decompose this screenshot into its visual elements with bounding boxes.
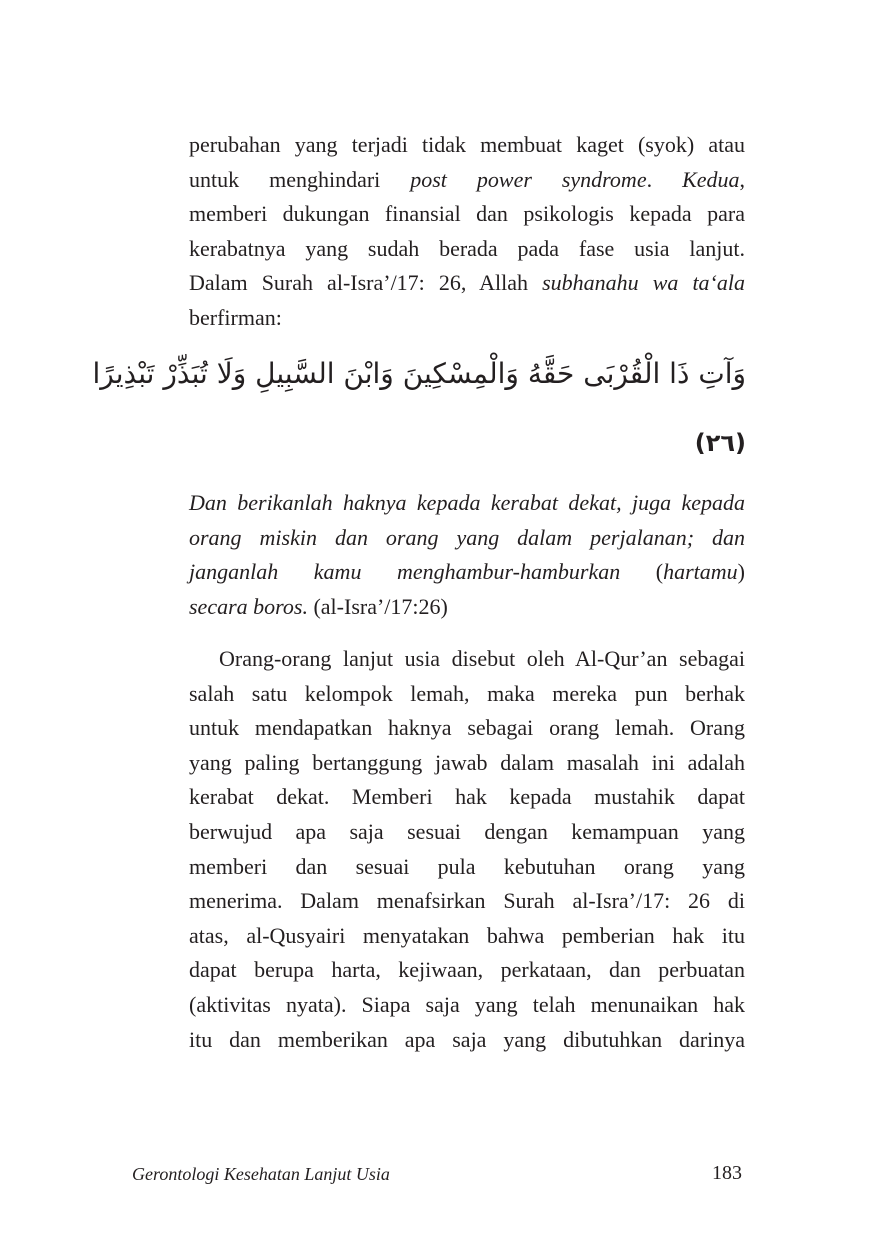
text-line: Dan berikanlah haknya kepada kerabat dekat, juga kepada <box>189 490 745 515</box>
text-run: janganlah kamu menghambur-hamburkan <box>189 559 656 585</box>
text-line: kerabat dekat. Memberi hak kepada mustahik dapat <box>189 784 745 810</box>
running-footer-title: Gerontologi Kesehatan Lanjut Usia <box>132 1164 390 1184</box>
text-line: memberi dukungan finansial dan psikologis kepada para <box>189 201 745 227</box>
text-line <box>189 266 745 301</box>
verse-translation <box>189 486 745 624</box>
text-line: berfirman: <box>189 304 282 330</box>
text-line: itu dan memberikan apa saja yang dibutuhkan darinya <box>189 1026 745 1052</box>
italic-term-kedua: Kedua <box>682 166 740 192</box>
text-run: . <box>646 166 683 192</box>
verse-number: (٢٦) <box>694 429 746 457</box>
text-line: dapat berupa harta, kejiwaan, perkataan, dan perbuatan <box>189 957 745 983</box>
text-run: secara boros. <box>189 593 308 619</box>
text-run: , <box>739 166 746 192</box>
text-run: Dalam Surah al-Isra’/17: 26, Allah <box>189 270 543 296</box>
text-line: menerima. Dalam menafsirkan Surah al-Isra’/17: 26 di <box>189 888 745 914</box>
text-line: (aktivitas nyata). Siapa saja yang telah menunaikan hak <box>189 991 745 1017</box>
paren-close: ) <box>737 559 745 585</box>
paren-open: ( <box>655 559 664 585</box>
italic-term-post-power-syndrome: post power syndrome <box>410 166 647 192</box>
italic-term-subhanahu: subhanahu wa ta‘ala <box>542 270 745 296</box>
text-line: perubahan yang terjadi tidak membuat kaget (syok) atau <box>189 132 745 157</box>
text-line: Orang-orang lanjut usia disebut oleh Al-Qur’an sebagai <box>219 646 745 671</box>
paragraph-main <box>189 642 745 1057</box>
quran-verse-arabic: وَآتِ ذَا الْقُرْبَى حَقَّهُ وَالْمِسْكِينَ وَابْنَ السَّبِيلِ وَلَا تُبَذِّرْ تَبْذِيرًا <box>92 357 746 390</box>
verse-reference: (al-Isra’/17:26) <box>307 593 448 619</box>
text-line <box>189 163 745 198</box>
text-line: untuk mendapatkan haknya sebagai orang lemah. Orang <box>189 715 745 741</box>
text-line: berwujud apa saja sesuai dengan kemampuan yang <box>189 818 745 844</box>
text-line: salah satu kelompok lemah, maka mereka pun berhak <box>189 680 745 706</box>
text-line: atas, al-Qusyairi menyatakan bahwa pemberian hak itu <box>189 922 745 948</box>
paragraph-intro <box>189 128 745 336</box>
text-run: untuk menghindari <box>189 166 411 192</box>
text-line: kerabatnya yang sudah berada pada fase usia lanjut. <box>189 235 745 261</box>
text-line: yang paling bertanggung jawab dalam masalah ini adalah <box>189 749 745 775</box>
text-line <box>189 555 745 590</box>
text-line: memberi dan sesuai pula kebutuhan orang yang <box>189 853 745 879</box>
text-line <box>189 590 745 625</box>
text-line: orang miskin dan orang yang dalam perjalanan; dan <box>189 524 745 550</box>
page-number: 183 <box>712 1162 742 1184</box>
text-run: hartamu <box>663 559 738 585</box>
